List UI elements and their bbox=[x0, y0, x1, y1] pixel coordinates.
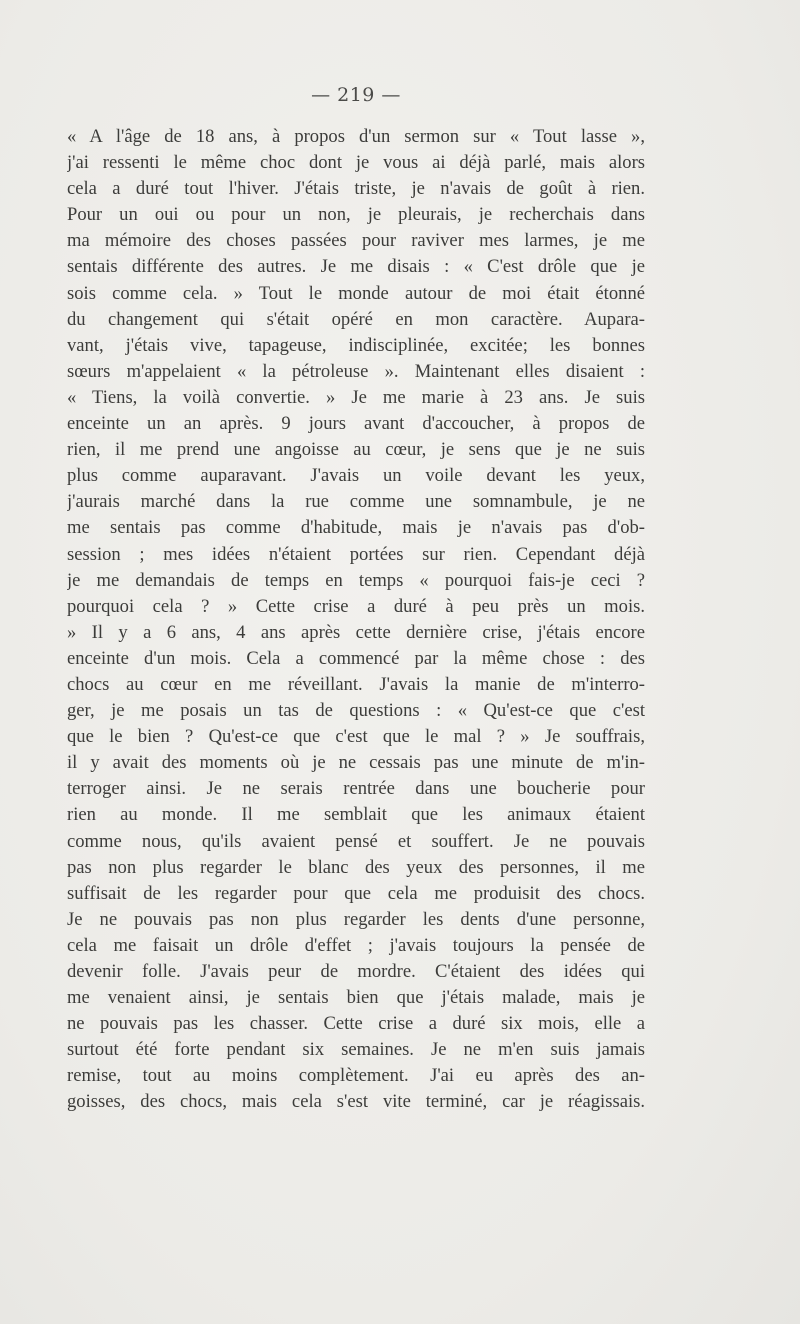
text-line: « A l'âge de 18 ans, à propos d'un sermon sur « Tout lasse », bbox=[67, 126, 645, 147]
text-line: » Il y a 6 ans, 4 ans après cette dernière crise, j'étais encore bbox=[67, 621, 645, 643]
text-line: cela me faisait un drôle d'effet ; j'avais toujours la pensée de bbox=[67, 934, 645, 956]
text-line: ger, je me posais un tas de questions : « Qu'est-ce que c'est bbox=[67, 700, 645, 722]
body-text bbox=[67, 124, 645, 1116]
text-line: suffisait de les regarder pour que cela me produisit des chocs. bbox=[67, 882, 645, 904]
text-line: sœurs m'appelaient « la pétroleuse ». Maintenant elles disaient : bbox=[67, 360, 645, 382]
text-line: rien, il me prend une angoisse au cœur, je sens que je ne suis bbox=[67, 439, 645, 461]
text-line: me venaient ainsi, je sentais bien que j'étais malade, mais je bbox=[67, 987, 645, 1009]
text-line: enceinte un an après. 9 jours avant d'accoucher, à propos de bbox=[67, 413, 645, 435]
text-line: pourquoi cela ? » Cette crise a duré à peu près un mois. bbox=[67, 595, 645, 617]
text-line: goisses, des chocs, mais cela s'est vite terminé, car je réagissais. bbox=[67, 1091, 645, 1113]
text-line: chocs au cœur en me réveillant. J'avais la manie de m'interro- bbox=[67, 673, 645, 695]
text-line: pas non plus regarder le blanc des yeux des personnes, il me bbox=[67, 856, 645, 878]
text-line: surtout été forte pendant six semaines. Je ne m'en suis jamais bbox=[67, 1039, 645, 1061]
text-line: rien au monde. Il me semblait que les animaux étaient bbox=[67, 804, 645, 826]
text-line: remise, tout au moins complètement. J'ai eu après des an- bbox=[67, 1065, 645, 1087]
text-line: sentais différente des autres. Je me disais : « C'est drôle que je bbox=[67, 256, 645, 278]
text-line: que le bien ? Qu'est-ce que c'est que le mal ? » Je souffrais, bbox=[67, 726, 645, 748]
text-line: enceinte d'un mois. Cela a commencé par la même chose : des bbox=[67, 647, 645, 669]
text-line: comme nous, qu'ils avaient pensé et souffert. Je ne pouvais bbox=[67, 830, 645, 852]
text-line: sois comme cela. » Tout le monde autour de moi était étonné bbox=[67, 282, 645, 304]
page-number: — 219 — bbox=[311, 84, 401, 106]
text-line: du changement qui s'était opéré en mon caractère. Aupara- bbox=[67, 308, 645, 330]
text-line: ne pouvais pas les chasser. Cette crise a duré six mois, elle a bbox=[67, 1013, 645, 1035]
text-line: vant, j'étais vive, tapageuse, indisciplinée, excitée; les bonnes bbox=[67, 334, 645, 356]
text-line: j'ai ressenti le même choc dont je vous ai déjà parlé, mais alors bbox=[67, 152, 645, 174]
text-line: ma mémoire des choses passées pour raviver mes larmes, je me bbox=[67, 230, 645, 252]
text-line: session ; mes idées n'étaient portées sur rien. Cependant déjà bbox=[67, 543, 645, 565]
text-line: devenir folle. J'avais peur de mordre. C'étaient des idées qui bbox=[67, 961, 645, 982]
text-line: me sentais pas comme d'habitude, mais je n'avais pas d'ob- bbox=[67, 517, 645, 539]
text-line: terroger ainsi. Je ne serais rentrée dans une boucherie pour bbox=[67, 778, 645, 800]
text-line: il y avait des moments où je ne cessais pas une minute de m'in- bbox=[67, 752, 645, 774]
text-line: Je ne pouvais pas non plus regarder les dents d'une personne, bbox=[67, 908, 645, 930]
text-line: Pour un oui ou pour un non, je pleurais, je recherchais dans bbox=[67, 204, 645, 226]
text-line: j'aurais marché dans la rue comme une somnambule, je ne bbox=[67, 491, 645, 513]
text-line: je me demandais de temps en temps « pourquoi fais-je ceci ? bbox=[67, 569, 645, 591]
text-line: plus comme auparavant. J'avais un voile devant les yeux, bbox=[67, 465, 645, 487]
text-line: « Tiens, la voilà convertie. » Je me marie à 23 ans. Je suis bbox=[67, 386, 645, 408]
text-line: cela a duré tout l'hiver. J'étais triste, je n'avais de goût à rien. bbox=[67, 178, 645, 200]
